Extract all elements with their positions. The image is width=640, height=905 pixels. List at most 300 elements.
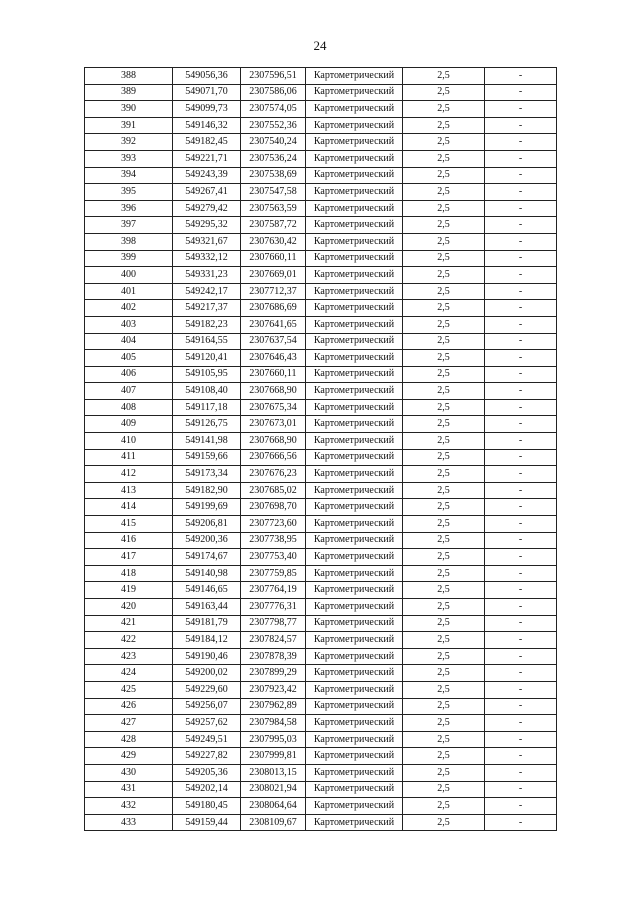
x-coordinate-cell: 549202,14 (173, 781, 241, 798)
table-row (85, 233, 557, 250)
accuracy-cell: 2,5 (403, 250, 485, 267)
point-number-cell: 396 (85, 200, 173, 217)
note-cell: - (485, 549, 557, 566)
x-coordinate-cell: 549159,44 (173, 814, 241, 831)
method-cell: Картометрический (306, 433, 403, 450)
x-coordinate-cell: 549229,60 (173, 681, 241, 698)
method-cell: Картометрический (306, 814, 403, 831)
x-coordinate-cell: 549120,41 (173, 350, 241, 367)
note-cell: - (485, 532, 557, 549)
y-coordinate-cell: 2307798,77 (241, 615, 306, 632)
table-row (85, 565, 557, 582)
coordinates-table-body (85, 68, 557, 831)
x-coordinate-cell: 549163,44 (173, 599, 241, 616)
note-cell: - (485, 383, 557, 400)
method-cell: Картометрический (306, 217, 403, 234)
table-row (85, 366, 557, 383)
y-coordinate-cell: 2307596,51 (241, 68, 306, 85)
x-coordinate-cell: 549099,73 (173, 101, 241, 118)
y-coordinate-cell: 2308109,67 (241, 814, 306, 831)
y-coordinate-cell: 2307824,57 (241, 632, 306, 649)
accuracy-cell: 2,5 (403, 68, 485, 85)
note-cell: - (485, 167, 557, 184)
method-cell: Картометрический (306, 449, 403, 466)
point-number-cell: 391 (85, 117, 173, 134)
accuracy-cell: 2,5 (403, 449, 485, 466)
accuracy-cell: 2,5 (403, 814, 485, 831)
note-cell: - (485, 665, 557, 682)
accuracy-cell: 2,5 (403, 150, 485, 167)
accuracy-cell: 2,5 (403, 433, 485, 450)
note-cell: - (485, 632, 557, 649)
y-coordinate-cell: 2307668,90 (241, 383, 306, 400)
point-number-cell: 404 (85, 333, 173, 350)
note-cell: - (485, 150, 557, 167)
y-coordinate-cell: 2307540,24 (241, 134, 306, 151)
x-coordinate-cell: 549159,66 (173, 449, 241, 466)
accuracy-cell: 2,5 (403, 316, 485, 333)
point-number-cell: 398 (85, 233, 173, 250)
method-cell: Картометрический (306, 798, 403, 815)
y-coordinate-cell: 2307637,54 (241, 333, 306, 350)
table-row (85, 764, 557, 781)
x-coordinate-cell: 549105,95 (173, 366, 241, 383)
y-coordinate-cell: 2307984,58 (241, 715, 306, 732)
accuracy-cell: 2,5 (403, 549, 485, 566)
method-cell: Картометрический (306, 565, 403, 582)
y-coordinate-cell: 2307764,19 (241, 582, 306, 599)
x-coordinate-cell: 549256,07 (173, 698, 241, 715)
table-row (85, 698, 557, 715)
table-row (85, 117, 557, 134)
method-cell: Картометрический (306, 134, 403, 151)
note-cell: - (485, 316, 557, 333)
note-cell: - (485, 764, 557, 781)
x-coordinate-cell: 549206,81 (173, 516, 241, 533)
method-cell: Картометрический (306, 466, 403, 483)
note-cell: - (485, 565, 557, 582)
x-coordinate-cell: 549331,23 (173, 267, 241, 284)
point-number-cell: 430 (85, 764, 173, 781)
x-coordinate-cell: 549184,12 (173, 632, 241, 649)
method-cell: Картометрический (306, 532, 403, 549)
y-coordinate-cell: 2307586,06 (241, 84, 306, 101)
table-row (85, 814, 557, 831)
x-coordinate-cell: 549200,02 (173, 665, 241, 682)
point-number-cell: 394 (85, 167, 173, 184)
table-row (85, 632, 557, 649)
note-cell: - (485, 615, 557, 632)
note-cell: - (485, 184, 557, 201)
table-row (85, 267, 557, 284)
accuracy-cell: 2,5 (403, 748, 485, 765)
note-cell: - (485, 466, 557, 483)
x-coordinate-cell: 549141,98 (173, 433, 241, 450)
note-cell: - (485, 250, 557, 267)
table-row (85, 731, 557, 748)
accuracy-cell: 2,5 (403, 798, 485, 815)
point-number-cell: 412 (85, 466, 173, 483)
point-number-cell: 417 (85, 549, 173, 566)
point-number-cell: 424 (85, 665, 173, 682)
note-cell: - (485, 84, 557, 101)
note-cell: - (485, 333, 557, 350)
x-coordinate-cell: 549146,65 (173, 582, 241, 599)
table-row (85, 599, 557, 616)
y-coordinate-cell: 2307552,36 (241, 117, 306, 134)
y-coordinate-cell: 2307646,43 (241, 350, 306, 367)
note-cell: - (485, 449, 557, 466)
y-coordinate-cell: 2307574,05 (241, 101, 306, 118)
method-cell: Картометрический (306, 681, 403, 698)
table-row (85, 665, 557, 682)
x-coordinate-cell: 549221,71 (173, 150, 241, 167)
table-row (85, 283, 557, 300)
accuracy-cell: 2,5 (403, 383, 485, 400)
y-coordinate-cell: 2307563,59 (241, 200, 306, 217)
y-coordinate-cell: 2307759,85 (241, 565, 306, 582)
point-number-cell: 401 (85, 283, 173, 300)
method-cell: Картометрический (306, 582, 403, 599)
y-coordinate-cell: 2308013,15 (241, 764, 306, 781)
point-number-cell: 411 (85, 449, 173, 466)
note-cell: - (485, 267, 557, 284)
note-cell: - (485, 648, 557, 665)
accuracy-cell: 2,5 (403, 217, 485, 234)
accuracy-cell: 2,5 (403, 582, 485, 599)
note-cell: - (485, 748, 557, 765)
note-cell: - (485, 200, 557, 217)
y-coordinate-cell: 2307675,34 (241, 399, 306, 416)
y-coordinate-cell: 2307878,39 (241, 648, 306, 665)
table-row (85, 101, 557, 118)
x-coordinate-cell: 549071,70 (173, 84, 241, 101)
method-cell: Картометрический (306, 167, 403, 184)
point-number-cell: 399 (85, 250, 173, 267)
accuracy-cell: 2,5 (403, 648, 485, 665)
table-row (85, 250, 557, 267)
accuracy-cell: 2,5 (403, 184, 485, 201)
table-row (85, 399, 557, 416)
note-cell: - (485, 399, 557, 416)
accuracy-cell: 2,5 (403, 599, 485, 616)
table-row (85, 748, 557, 765)
y-coordinate-cell: 2307630,42 (241, 233, 306, 250)
y-coordinate-cell: 2308021,94 (241, 781, 306, 798)
table-row (85, 184, 557, 201)
x-coordinate-cell: 549182,90 (173, 482, 241, 499)
method-cell: Картометрический (306, 333, 403, 350)
y-coordinate-cell: 2307673,01 (241, 416, 306, 433)
method-cell: Картометрический (306, 781, 403, 798)
accuracy-cell: 2,5 (403, 267, 485, 284)
accuracy-cell: 2,5 (403, 466, 485, 483)
x-coordinate-cell: 549164,55 (173, 333, 241, 350)
y-coordinate-cell: 2307660,11 (241, 366, 306, 383)
point-number-cell: 427 (85, 715, 173, 732)
y-coordinate-cell: 2307738,95 (241, 532, 306, 549)
table-row (85, 68, 557, 85)
note-cell: - (485, 416, 557, 433)
x-coordinate-cell: 549181,79 (173, 615, 241, 632)
point-number-cell: 413 (85, 482, 173, 499)
point-number-cell: 406 (85, 366, 173, 383)
y-coordinate-cell: 2307753,40 (241, 549, 306, 566)
accuracy-cell: 2,5 (403, 333, 485, 350)
note-cell: - (485, 582, 557, 599)
accuracy-cell: 2,5 (403, 565, 485, 582)
coordinates-table (84, 67, 557, 831)
table-row (85, 482, 557, 499)
method-cell: Картометрический (306, 399, 403, 416)
y-coordinate-cell: 2307547,58 (241, 184, 306, 201)
y-coordinate-cell: 2307712,37 (241, 283, 306, 300)
note-cell: - (485, 798, 557, 815)
point-number-cell: 415 (85, 516, 173, 533)
y-coordinate-cell: 2307676,23 (241, 466, 306, 483)
point-number-cell: 421 (85, 615, 173, 632)
y-coordinate-cell: 2307995,03 (241, 731, 306, 748)
x-coordinate-cell: 549321,67 (173, 233, 241, 250)
y-coordinate-cell: 2307538,69 (241, 167, 306, 184)
y-coordinate-cell: 2307666,56 (241, 449, 306, 466)
method-cell: Картометрический (306, 383, 403, 400)
method-cell: Картометрический (306, 482, 403, 499)
y-coordinate-cell: 2307723,60 (241, 516, 306, 533)
method-cell: Картометрический (306, 516, 403, 533)
method-cell: Картометрический (306, 250, 403, 267)
point-number-cell: 397 (85, 217, 173, 234)
point-number-cell: 405 (85, 350, 173, 367)
accuracy-cell: 2,5 (403, 715, 485, 732)
method-cell: Картометрический (306, 549, 403, 566)
y-coordinate-cell: 2307536,24 (241, 150, 306, 167)
table-row (85, 615, 557, 632)
table-row (85, 549, 557, 566)
note-cell: - (485, 68, 557, 85)
accuracy-cell: 2,5 (403, 101, 485, 118)
accuracy-cell: 2,5 (403, 117, 485, 134)
method-cell: Картометрический (306, 316, 403, 333)
method-cell: Картометрический (306, 599, 403, 616)
table-row (85, 499, 557, 516)
accuracy-cell: 2,5 (403, 200, 485, 217)
method-cell: Картометрический (306, 150, 403, 167)
x-coordinate-cell: 549279,42 (173, 200, 241, 217)
note-cell: - (485, 814, 557, 831)
method-cell: Картометрический (306, 715, 403, 732)
table-row (85, 350, 557, 367)
point-number-cell: 407 (85, 383, 173, 400)
table-row (85, 715, 557, 732)
accuracy-cell: 2,5 (403, 300, 485, 317)
y-coordinate-cell: 2307923,42 (241, 681, 306, 698)
point-number-cell: 431 (85, 781, 173, 798)
x-coordinate-cell: 549182,23 (173, 316, 241, 333)
table-row (85, 134, 557, 151)
method-cell: Картометрический (306, 748, 403, 765)
point-number-cell: 426 (85, 698, 173, 715)
note-cell: - (485, 482, 557, 499)
table-row (85, 300, 557, 317)
table-row (85, 781, 557, 798)
note-cell: - (485, 217, 557, 234)
point-number-cell: 423 (85, 648, 173, 665)
point-number-cell: 400 (85, 267, 173, 284)
x-coordinate-cell: 549146,32 (173, 117, 241, 134)
point-number-cell: 420 (85, 599, 173, 616)
method-cell: Картометрический (306, 698, 403, 715)
point-number-cell: 416 (85, 532, 173, 549)
method-cell: Картометрический (306, 366, 403, 383)
accuracy-cell: 2,5 (403, 499, 485, 516)
accuracy-cell: 2,5 (403, 482, 485, 499)
accuracy-cell: 2,5 (403, 350, 485, 367)
x-coordinate-cell: 549056,36 (173, 68, 241, 85)
point-number-cell: 418 (85, 565, 173, 582)
x-coordinate-cell: 549190,46 (173, 648, 241, 665)
accuracy-cell: 2,5 (403, 632, 485, 649)
note-cell: - (485, 516, 557, 533)
table-row (85, 433, 557, 450)
note-cell: - (485, 499, 557, 516)
point-number-cell: 395 (85, 184, 173, 201)
method-cell: Картометрический (306, 117, 403, 134)
method-cell: Картометрический (306, 101, 403, 118)
table-row (85, 84, 557, 101)
x-coordinate-cell: 549182,45 (173, 134, 241, 151)
table-row (85, 416, 557, 433)
x-coordinate-cell: 549217,37 (173, 300, 241, 317)
accuracy-cell: 2,5 (403, 665, 485, 682)
table-row (85, 333, 557, 350)
x-coordinate-cell: 549257,62 (173, 715, 241, 732)
y-coordinate-cell: 2308064,64 (241, 798, 306, 815)
point-number-cell: 425 (85, 681, 173, 698)
note-cell: - (485, 599, 557, 616)
point-number-cell: 429 (85, 748, 173, 765)
accuracy-cell: 2,5 (403, 698, 485, 715)
note-cell: - (485, 350, 557, 367)
x-coordinate-cell: 549295,32 (173, 217, 241, 234)
point-number-cell: 433 (85, 814, 173, 831)
note-cell: - (485, 283, 557, 300)
page-number: 24 (313, 38, 327, 53)
method-cell: Картометрический (306, 615, 403, 632)
point-number-cell: 408 (85, 399, 173, 416)
method-cell: Картометрический (306, 267, 403, 284)
y-coordinate-cell: 2307962,89 (241, 698, 306, 715)
method-cell: Картометрический (306, 764, 403, 781)
x-coordinate-cell: 549243,39 (173, 167, 241, 184)
note-cell: - (485, 781, 557, 798)
table-row (85, 167, 557, 184)
x-coordinate-cell: 549267,41 (173, 184, 241, 201)
x-coordinate-cell: 549108,40 (173, 383, 241, 400)
accuracy-cell: 2,5 (403, 134, 485, 151)
point-number-cell: 389 (85, 84, 173, 101)
method-cell: Картометрический (306, 84, 403, 101)
note-cell: - (485, 101, 557, 118)
method-cell: Картометрический (306, 283, 403, 300)
point-number-cell: 410 (85, 433, 173, 450)
table-row (85, 217, 557, 234)
note-cell: - (485, 681, 557, 698)
note-cell: - (485, 233, 557, 250)
y-coordinate-cell: 2307999,81 (241, 748, 306, 765)
accuracy-cell: 2,5 (403, 366, 485, 383)
x-coordinate-cell: 549126,75 (173, 416, 241, 433)
method-cell: Картометрический (306, 350, 403, 367)
table-row (85, 516, 557, 533)
x-coordinate-cell: 549173,34 (173, 466, 241, 483)
accuracy-cell: 2,5 (403, 233, 485, 250)
y-coordinate-cell: 2307587,72 (241, 217, 306, 234)
point-number-cell: 390 (85, 101, 173, 118)
table-row (85, 582, 557, 599)
y-coordinate-cell: 2307641,65 (241, 316, 306, 333)
accuracy-cell: 2,5 (403, 681, 485, 698)
y-coordinate-cell: 2307685,02 (241, 482, 306, 499)
x-coordinate-cell: 549117,18 (173, 399, 241, 416)
method-cell: Картометрический (306, 416, 403, 433)
note-cell: - (485, 731, 557, 748)
table-row (85, 532, 557, 549)
method-cell: Картометрический (306, 233, 403, 250)
accuracy-cell: 2,5 (403, 781, 485, 798)
x-coordinate-cell: 549249,51 (173, 731, 241, 748)
point-number-cell: 422 (85, 632, 173, 649)
method-cell: Картометрический (306, 200, 403, 217)
point-number-cell: 409 (85, 416, 173, 433)
table-row (85, 466, 557, 483)
x-coordinate-cell: 549227,82 (173, 748, 241, 765)
point-number-cell: 419 (85, 582, 173, 599)
y-coordinate-cell: 2307660,11 (241, 250, 306, 267)
x-coordinate-cell: 549205,36 (173, 764, 241, 781)
accuracy-cell: 2,5 (403, 84, 485, 101)
accuracy-cell: 2,5 (403, 532, 485, 549)
method-cell: Картометрический (306, 499, 403, 516)
note-cell: - (485, 300, 557, 317)
x-coordinate-cell: 549242,17 (173, 283, 241, 300)
accuracy-cell: 2,5 (403, 399, 485, 416)
table-row (85, 200, 557, 217)
note-cell: - (485, 366, 557, 383)
table-row (85, 150, 557, 167)
point-number-cell: 388 (85, 68, 173, 85)
method-cell: Картометрический (306, 665, 403, 682)
point-number-cell: 428 (85, 731, 173, 748)
method-cell: Картометрический (306, 731, 403, 748)
method-cell: Картометрический (306, 300, 403, 317)
accuracy-cell: 2,5 (403, 516, 485, 533)
method-cell: Картометрический (306, 184, 403, 201)
table-row (85, 648, 557, 665)
y-coordinate-cell: 2307686,69 (241, 300, 306, 317)
y-coordinate-cell: 2307776,31 (241, 599, 306, 616)
point-number-cell: 414 (85, 499, 173, 516)
point-number-cell: 402 (85, 300, 173, 317)
accuracy-cell: 2,5 (403, 615, 485, 632)
y-coordinate-cell: 2307669,01 (241, 267, 306, 284)
table-row (85, 383, 557, 400)
accuracy-cell: 2,5 (403, 416, 485, 433)
accuracy-cell: 2,5 (403, 731, 485, 748)
note-cell: - (485, 134, 557, 151)
x-coordinate-cell: 549332,12 (173, 250, 241, 267)
table-row (85, 316, 557, 333)
